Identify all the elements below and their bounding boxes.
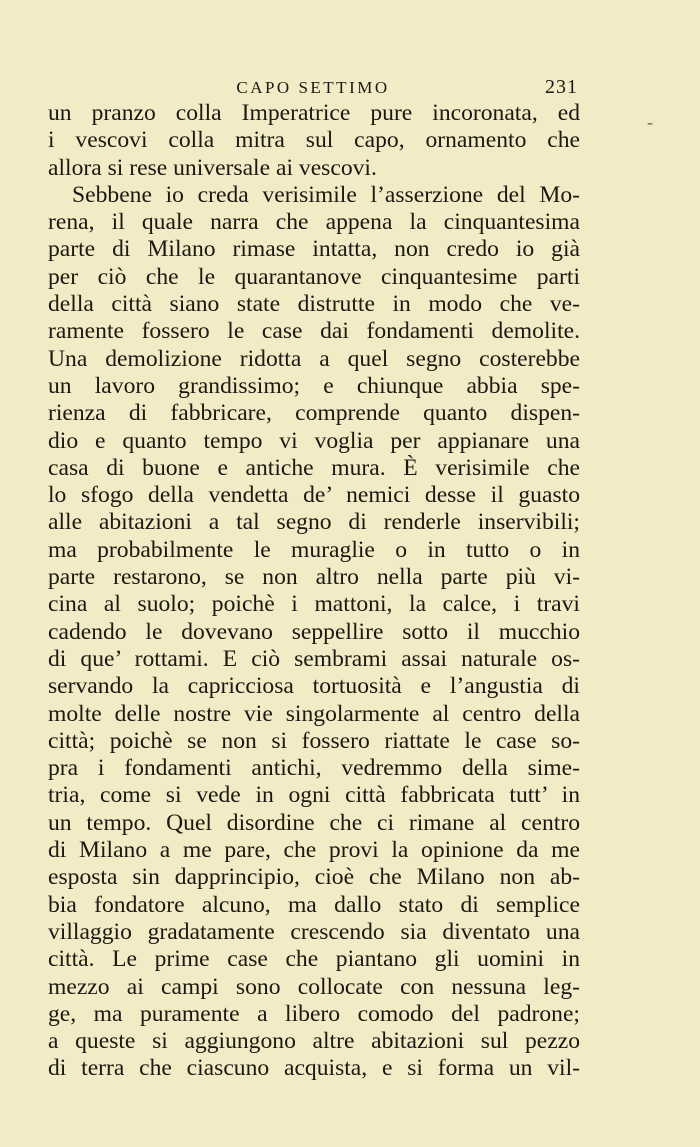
text-line: ramente fossero le case dai fondamenti demolite. — [48, 318, 580, 345]
text-line: tria, come si vede in ogni città fabbricata tutt’ in — [48, 782, 580, 809]
body-text — [48, 100, 580, 1083]
margin-mark: - — [647, 112, 653, 132]
text-line: dio e quanto tempo vi voglia per appianare una — [48, 427, 580, 454]
text-line: villaggio gradatamente crescendo sia diventato una — [48, 918, 580, 945]
text-line: parte di Milano rimase intatta, non credo io già — [48, 236, 580, 263]
text-line: alle abitazioni a tal segno di renderle inservibili; — [48, 509, 580, 536]
text-line: parte restarono, se non altro nella parte più vi- — [48, 564, 580, 591]
text-line: di terra che ciascuno acquista, e si forma un vil- — [48, 1055, 580, 1082]
text-line: allora si rese universale ai vescovi. — [48, 154, 377, 181]
text-line: città. Le prime case che piantano gli uomini in — [48, 946, 580, 973]
text-line: un lavoro grandissimo; e chiunque abbia spe- — [48, 372, 580, 399]
text-line: di que’ rottami. E ciò sembrami assai naturale os- — [48, 645, 580, 672]
text-line: pra i fondamenti antichi, vedremmo della sime- — [48, 755, 580, 782]
text-line: per ciò che le quarantanove cinquantesime parti — [48, 263, 580, 290]
text-line: mezzo ai campi sono collocate con nessuna leg- — [48, 973, 580, 1000]
text-line: di Milano a me pare, che provi la opinione da me — [48, 837, 580, 864]
running-head — [48, 76, 578, 102]
text-line: ma probabilmente le muraglie o in tutto o in — [48, 536, 580, 563]
text-line: un pranzo colla Imperatrice pure incoronata, ed — [48, 100, 580, 126]
page-number: 231 — [545, 76, 578, 98]
text-line: un tempo. Quel disordine che ci rimane al centro — [48, 809, 580, 836]
text-line: rienza di fabbricare, comprende quanto dispen- — [48, 400, 580, 427]
text-line: i vescovi colla mitra sul capo, ornamento che — [48, 127, 580, 154]
text-line: Una demolizione ridotta a quel segno costerebbe — [48, 345, 580, 372]
text-line: della città siano state distrutte in modo che ve- — [48, 291, 580, 318]
text-line: cadendo le dovevano seppellire sotto il mucchio — [48, 618, 580, 645]
text-line: cina al suolo; poichè i mattoni, la calce, i travi — [48, 591, 580, 618]
text-line: città; poichè se non si fossero riattate le case so- — [48, 727, 580, 754]
text-line: ge, ma puramente a libero comodo del padrone; — [48, 1000, 580, 1027]
text-line: rena, il quale narra che appena la cinquantesima — [48, 209, 580, 236]
text-line: bia fondatore alcuno, ma dallo stato di semplice — [48, 891, 580, 918]
text-line: esposta sin dapprincipio, cioè che Milano non ab- — [48, 864, 580, 891]
text-line: lo sfogo della vendetta de’ nemici desse il guasto — [48, 482, 580, 509]
text-line: a queste si aggiungono altre abitazioni sul pezzo — [48, 1028, 580, 1055]
text-line: casa di buone e antiche mura. È verisimile che — [48, 454, 580, 481]
text-line: Sebbene io creda verisimile l’asserzione del Mo- — [72, 181, 580, 208]
text-line: servando la capricciosa tortuosità e l’angustia di — [48, 673, 580, 700]
running-title: CAPO SETTIMO — [236, 78, 390, 97]
text-line: molte delle nostre vie singolarmente al centro della — [48, 700, 580, 727]
